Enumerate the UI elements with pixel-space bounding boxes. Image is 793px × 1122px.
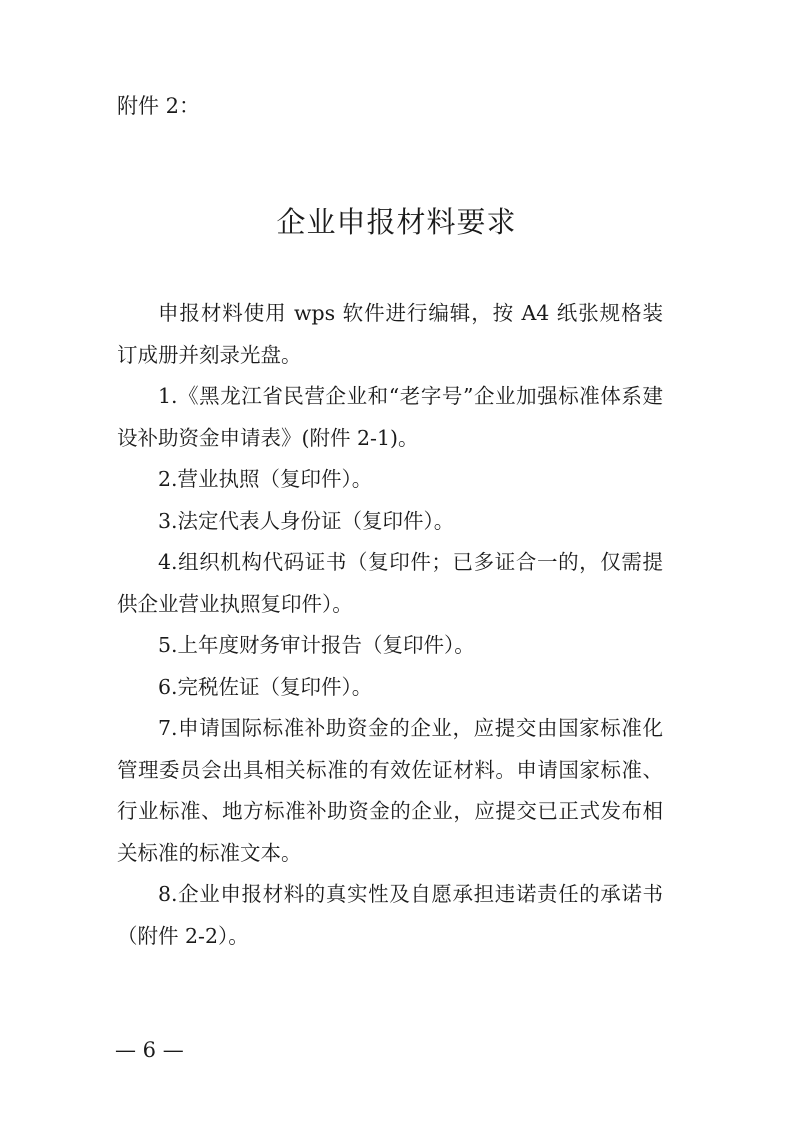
page-number: — 6 — — [115, 1038, 184, 1062]
requirement-item-1: 1.《黑龙江省民营企业和“老字号”企业加强标准体系建设补助资金申请表》(附件 2-1)。 — [117, 384, 663, 450]
requirement-item-8: 8.企业申报材料的真实性及自愿承担违诺责任的承诺书（附件 2-2）。 — [117, 882, 663, 948]
requirement-item-4: 4.组织机构代码证书（复印件；已多证合一的，仅需提供企业营业执照复印件）。 — [117, 550, 663, 616]
requirement-item-5: 5.上年度财务审计报告（复印件）。 — [158, 633, 475, 657]
requirement-item-2: 2.营业执照（复印件）。 — [158, 467, 373, 491]
attachment-label: 附件 2： — [117, 94, 201, 118]
document-body — [117, 293, 663, 957]
document-title: 企业申报材料要求 — [276, 205, 517, 239]
requirement-item-7: 7.申请国际标准补助资金的企业，应提交由国家标准化管理委员会出具相关标准的有效佐证材料。申请国家标准、行业标准、地方标准补助资金的企业，应提交已正式发布相关标准的标准文本。 — [117, 716, 663, 865]
intro-paragraph: 申报材料使用 wps 软件进行编辑，按 A4 纸张规格装订成册并刻录光盘。 — [117, 301, 663, 367]
requirement-item-3: 3.法定代表人身份证（复印件）。 — [158, 508, 455, 533]
requirement-item-6: 6.完税佐证（复印件）。 — [158, 674, 373, 699]
